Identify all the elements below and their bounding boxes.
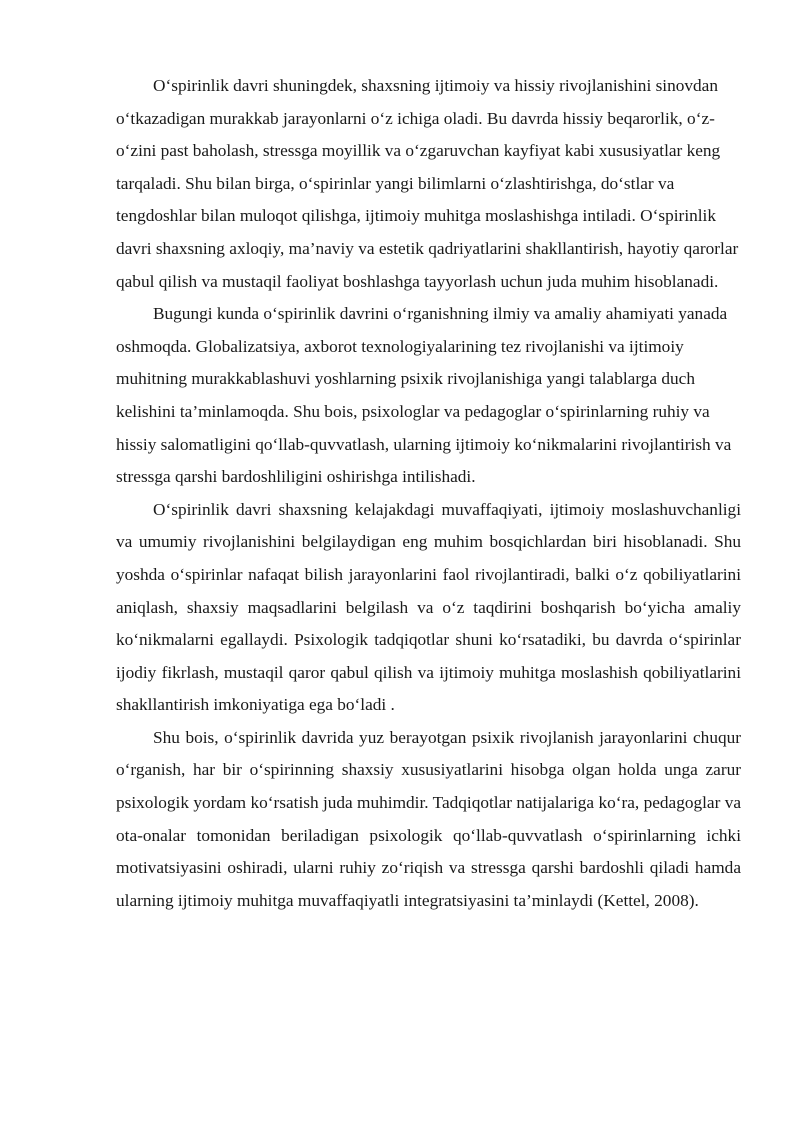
paragraph-3: O‘spirinlik davri shaxsning kelajakdagi muvaffaqiyati, ijtimoiy moslashuvchanligi va umumiy rivojlanishini belgilaydigan eng muhim bosqichlardan biri hisoblanadi. Shu yoshda o‘spirinlar nafaqat bilish jarayonlarini faol rivojlantiradi, balki o‘z qobiliyatlarini aniqlash, shaxsiy maqsadlarini belgilash va o‘z taqdirini boshqarish bo‘yicha amaliy ko‘nikmalarni egallaydi. Psixologik tadqiqotlar shuni ko‘rsatadiki, bu davrda o‘spirinlar ijodiy fikrlash, mustaqil qaror qabul qilish va ijtimoiy muhitga moslashish qobiliyatlarini shakllantirish imkoniyatiga ega bo‘ladi . [116, 499, 741, 715]
paragraph-4: Shu bois, o‘spirinlik davrida yuz berayotgan psixik rivojlanish jarayonlarini chuqur o‘rganish, har bir o‘spirinning shaxsiy xususiyatlarini hisobga olgan holda unga zarur psixologik yordam ko‘rsatish juda muhimdir. Tadqiqotlar natijalariga ko‘ra, pedagoglar va ota-onalar tomonidan beriladigan psixologik qo‘llab-quvvatlash o‘spirinlarning ichki motivatsiyasini oshiradi, ularni ruhiy zo‘riqish va stressga qarshi bardoshli qiladi hamda ularning ijtimoiy muhitga muvaffaqiyatli integratsiyasini ta’minlaydi (Kettel, 2008). [116, 727, 741, 910]
document-body [116, 70, 741, 917]
paragraph-1: O‘spirinlik davri shuningdek, shaxsning ijtimoiy va hissiy rivojlanishini sinovdan o‘tkazadigan murakkab jarayonlarni o‘z ichiga oladi. Bu davrda hissiy beqarorlik, o‘z-o‘zini past baholash, stressga moyillik va o‘zgaruvchan kayfiyat kabi xususiyatlar keng tarqaladi. Shu bilan birga, o‘spirinlar yangi bilimlarni o‘zlashtirishga, do‘stlar va tengdoshlar bilan muloqot qilishga, ijtimoiy muhitga moslashishga intiladi. O‘spirinlik davri shaxsning axloqiy, ma’naviy va estetik qadriyatlarini shakllantirish, hayotiy qarorlar qabul qilish va mustaqil faoliyat boshlashga tayyorlash uchun juda muhim hisoblanadi. [116, 76, 739, 291]
paragraph-2: Bugungi kunda o‘spirinlik davrini o‘rganishning ilmiy va amaliy ahamiyati yanada oshmoqda. Globalizatsiya, axborot texnologiyalarining tez rivojlanishi va ijtimoiy muhitning murakkablashuvi yoshlarning psixik rivojlanishiga yangi talablarga duch kelishini ta’minlamoqda. Shu bois, psixologlar va pedagoglar o‘spirinlarning ruhiy va hissiy salomatligini qo‘llab-quvvatlash, ularning ijtimoiy ko‘nikmalarini rivojlantirish va stressga qarshi bardoshliligini oshirishga intilishadi. [116, 304, 732, 487]
